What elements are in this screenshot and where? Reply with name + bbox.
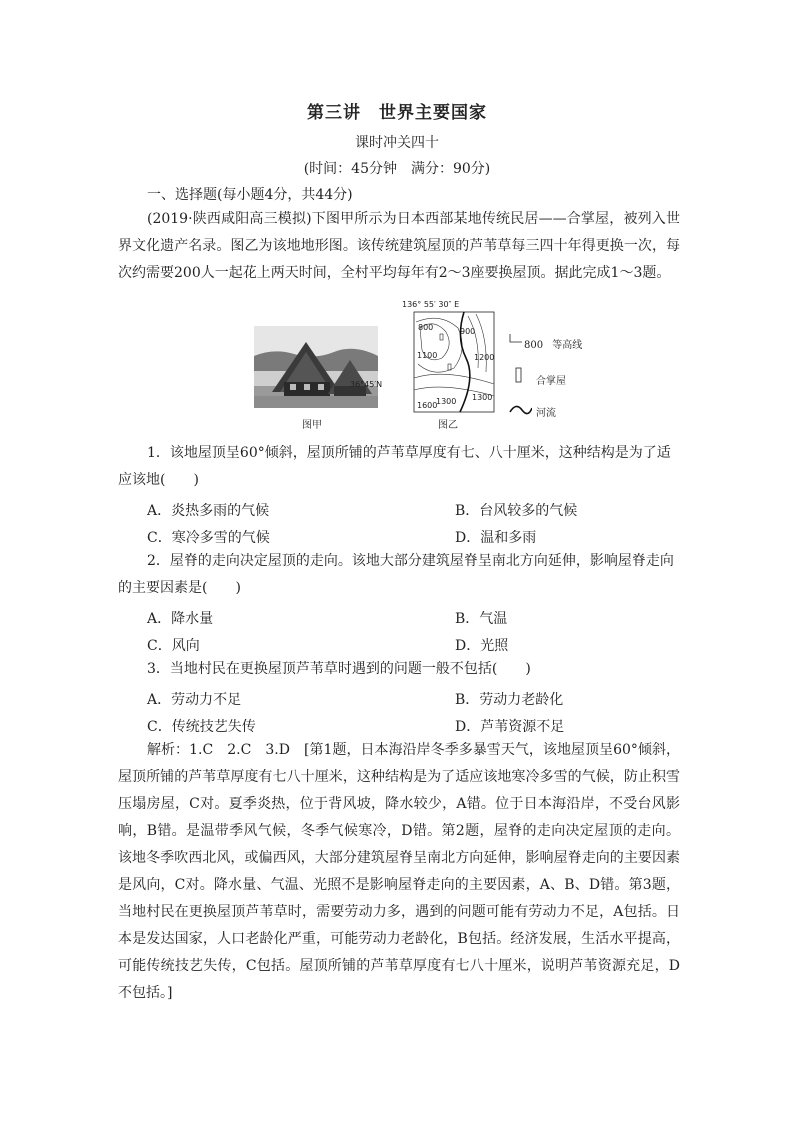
contour-label: 1200 <box>474 353 495 362</box>
figure <box>254 298 684 430</box>
legend-contour <box>524 336 582 351</box>
legend-river-label: 河流 <box>536 408 556 419</box>
question-3-stem: 3．当地村民在更换屋顶芦苇草时遇到的问题一般不包括( ) <box>147 661 531 677</box>
question-1-option-d: D．温和多雨 <box>455 530 537 546</box>
page-title: 第三讲 世界主要国家 <box>307 103 487 123</box>
contour-label: 800 <box>418 323 434 332</box>
question-3-option-d: D．芦苇资源不足 <box>455 719 565 735</box>
section-heading: 一、选择题(每小题4分，共44分) <box>147 187 353 203</box>
contour-label: 1300 <box>436 397 457 406</box>
legend-house-label: 合掌屋 <box>536 376 566 387</box>
longitude-label: 136° 55′ 30″ E <box>402 300 460 309</box>
question-3-option-a: A．劳动力不足 <box>147 692 242 708</box>
question-1-option-a: A．炎热多雨的气候 <box>147 503 270 519</box>
topographic-map <box>384 298 504 416</box>
question-2-stem: 2．屋脊的走向决定屋顶的走向。该地大部分建筑屋脊呈南北方向延伸，影响屋脊走向的主要因素是( ) <box>118 553 674 596</box>
question-2-option-d: D．光照 <box>455 638 509 654</box>
caption-a: 图甲 <box>302 420 322 431</box>
contour-label: 900 <box>460 327 476 336</box>
gassho-house-photo <box>254 326 378 408</box>
contour-label: 1300 <box>472 393 493 402</box>
caption-b: 图乙 <box>438 420 458 431</box>
analysis-paragraph: 解析：1.C 2.C 3.D [第1题，日本海沿岸冬季多暴雪天气，该地屋顶呈60°倾斜，屋顶所铺的芦苇草厚度有七八十厘米，这种结构是为了适应该地寒冷多雪的气候，防止积雪压塌房屋，C对。夏季炎热，位于背风坡，降水较少，A错。位于日本海沿岸，不受台风影响，B错。是温带季风气候，冬季气候寒冷，D错。第2题，屋脊的走向决定屋顶的走向。该地冬季吹西北风，或偏西风，大部分建筑屋脊呈南北方向延伸，影响屋脊走向的主要因素是风向，C对。降水量、气温、光照不是影响屋脊走向的主要因素，A、B、D错。第3题，当地村民在更换屋顶芦苇草时，需要劳动力多，遇到的问题可能有劳动力不足，A包括。日本是发达国家，人口老龄化严重，可能劳动力老龄化，B包括。经济发展，生活水平提高，可能传统技艺失传，C包括。屋顶所铺的芦苇草厚度有七八十厘米，说明芦苇资源充足，D不包括。] <box>118 742 680 1001</box>
legend-contour-label: 等高线 <box>552 340 583 351</box>
question-3-option-c: C．传统技艺失传 <box>147 719 256 735</box>
page-subtitle: 课时冲关四十 <box>355 135 439 151</box>
question-1-stem: 1．该地屋顶呈60°倾斜，屋顶所铺的芦苇草厚度有七、八十厘米，这种结构是为了适应该地( ) <box>118 445 671 488</box>
question-3-option-b: B．劳动力老龄化 <box>455 692 564 708</box>
question-2-option-a: A．降水量 <box>147 611 214 627</box>
question-1-option-c: C．寒冷多雪的气候 <box>147 530 270 546</box>
intro-paragraph: (2019·陕西咸阳高三模拟)下图甲所示为日本西部某地传统民居——合掌屋，被列入世界文化遗产名录。图乙为该地地形图。该传统建筑屋顶的芦苇草每三四十年得更换一次，每次约需要200人一起花上两天时间，全村平均每年有2～3座要换屋顶。据此完成1～3题。 <box>118 211 680 281</box>
question-2-option-b: B．气温 <box>455 611 508 627</box>
latitude-label: 36°45′N <box>350 380 383 389</box>
question-1-option-b: B．台风较多的气候 <box>455 503 578 519</box>
contour-label: 1100 <box>417 351 438 360</box>
contour-label: 1600 <box>417 401 438 410</box>
question-2-option-c: C．风向 <box>147 638 200 654</box>
legend-contour-sample: 800 <box>524 340 544 351</box>
time-info: (时间：45分钟 满分：90分) <box>303 161 491 177</box>
